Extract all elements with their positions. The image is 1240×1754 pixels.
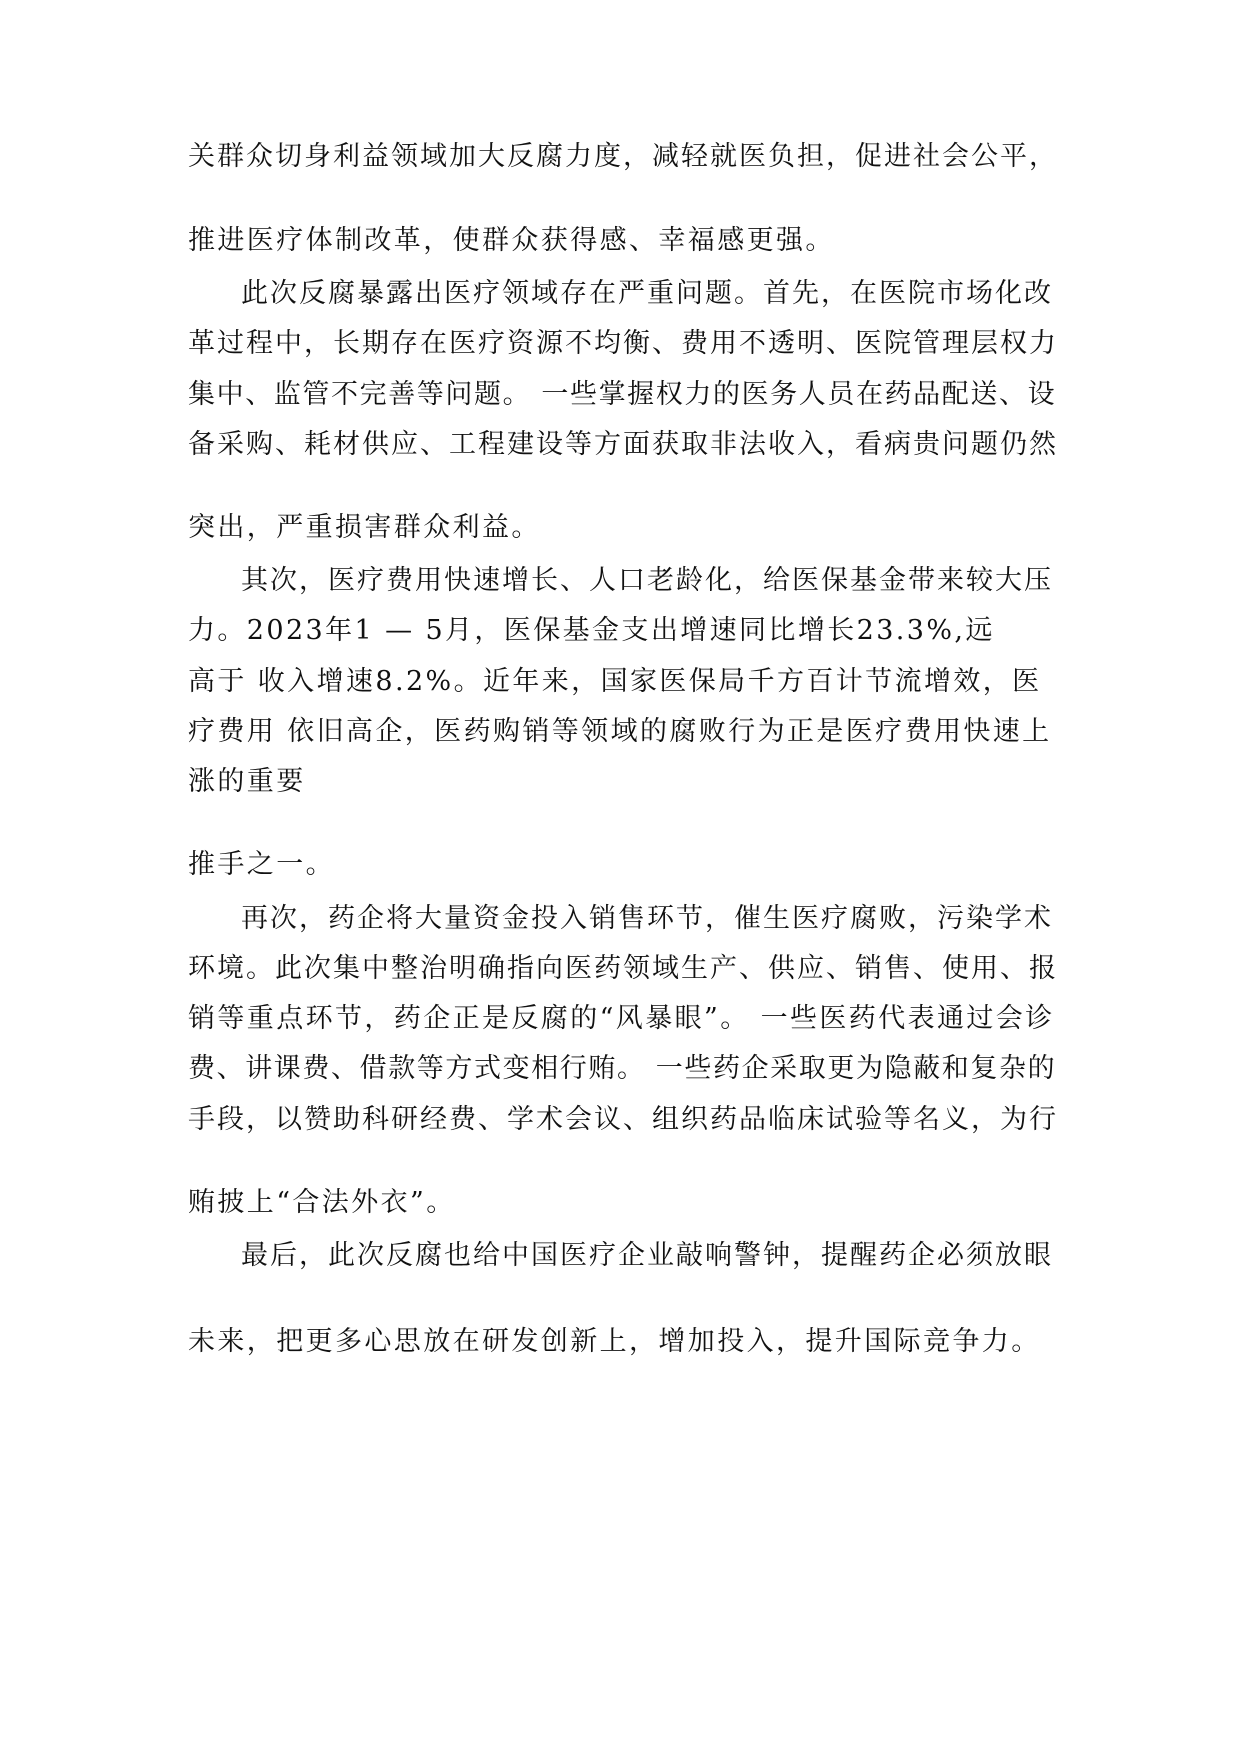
text-line: 集中、监管不完善等问题。 一些掌握权力的医务人员在药品配送、设 <box>188 379 1057 410</box>
text-line: 推手之一。 <box>188 849 335 880</box>
text-line: 费、讲课费、借款等方式变相行贿。 一些药企采取更为隐蔽和复杂的 <box>188 1053 1057 1084</box>
text-line: 革过程中，长期存在医疗资源不均衡、费用不透明、医院管理层权力 <box>188 328 1058 359</box>
paragraph-start-line: 再次，药企将大量资金投入销售环节，催生医疗腐败，污染学术 <box>241 903 1053 934</box>
text-line: 备采购、耗材供应、工程建设等方面获取非法收入，看病贵问题仍然 <box>188 429 1058 460</box>
text-line: 疗费用 依旧高企，医药购销等领域的腐败行为正是医疗费用快速上 <box>188 716 1052 747</box>
paragraph-start-line: 此次反腐暴露出医疗领域存在严重问题。首先，在医院市场化改 <box>241 278 1053 309</box>
text-line: 手段，以赞助科研经费、学术会议、组织药品临床试验等名义，为行 <box>188 1104 1058 1135</box>
paragraph-start-line: 其次，医疗费用快速增长、人口老龄化，给医保基金带来较大压 <box>241 565 1053 596</box>
text-line: 关群众切身利益领域加大反腐力度，减轻就医负担，促进社会公平， <box>188 141 1058 172</box>
paragraph-start-line: 最后，此次反腐也给中国医疗企业敲响警钟，提醒药企必须放眼 <box>241 1240 1053 1271</box>
text-line: 突出，严重损害群众利益。 <box>188 512 541 543</box>
text-line: 高于 收入增速8.2%。近年来，国家医保局千方百计节流增效，医 <box>188 666 1042 697</box>
text-line: 贿披上“合法外衣”。 <box>188 1187 456 1218</box>
text-line: 环境。此次集中整治明确指向医药领域生产、供应、销售、使用、报 <box>188 953 1058 984</box>
text-line: 未来，把更多心思放在研发创新上，增加投入，提升国际竞争力。 <box>188 1326 1041 1357</box>
text-line: 涨的重要 <box>188 766 306 797</box>
text-line: 推进医疗体制改革，使群众获得感、幸福感更强。 <box>188 225 835 256</box>
text-line: 力。2023年1 — 5月，医保基金支出增速同比增长23.3%,远 <box>188 615 995 646</box>
text-line: 销等重点环节，药企正是反腐的“风暴眼”。 一些医药代表通过会诊 <box>188 1003 1055 1034</box>
